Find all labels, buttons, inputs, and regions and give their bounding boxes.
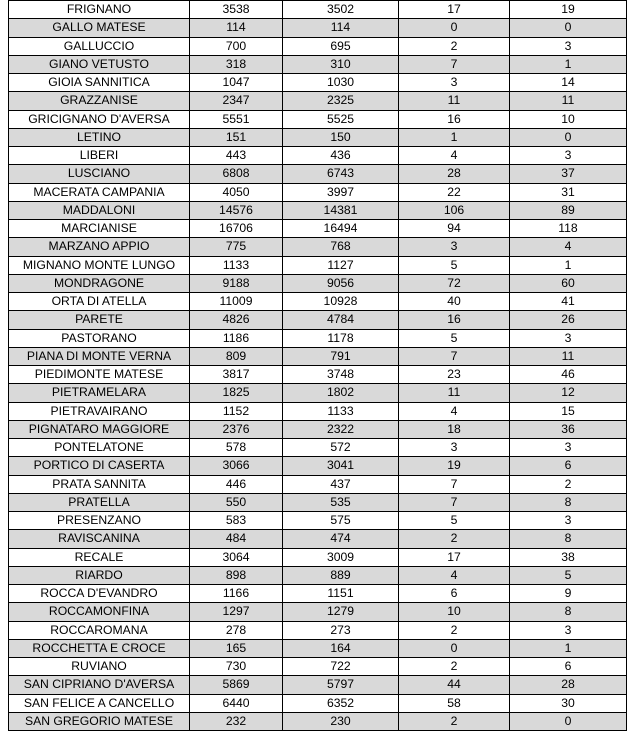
value-cell-2: 768 bbox=[283, 238, 399, 256]
value-cell-2: 273 bbox=[283, 621, 399, 639]
value-cell-1: 1152 bbox=[190, 402, 283, 420]
municipality-name-cell: GRAZZANISE bbox=[9, 92, 190, 110]
value-cell-2: 1127 bbox=[283, 256, 399, 274]
table-row bbox=[9, 274, 627, 292]
table-row bbox=[9, 439, 627, 457]
municipality-name-cell: GALLUCCIO bbox=[9, 37, 190, 55]
table-row bbox=[9, 384, 627, 402]
value-cell-2: 889 bbox=[283, 566, 399, 584]
table-row bbox=[9, 347, 627, 365]
value-cell-3: 58 bbox=[399, 694, 510, 712]
table-row bbox=[9, 55, 627, 73]
value-cell-1: 484 bbox=[190, 530, 283, 548]
table-row bbox=[9, 475, 627, 493]
municipality-name-cell: PIETRAMELARA bbox=[9, 384, 190, 402]
value-cell-4: 5 bbox=[510, 566, 627, 584]
municipality-name-cell: SAN CIPRIANO D'AVERSA bbox=[9, 676, 190, 694]
table-row bbox=[9, 165, 627, 183]
value-cell-3: 5 bbox=[399, 329, 510, 347]
value-cell-1: 4050 bbox=[190, 183, 283, 201]
municipality-name-cell: PIETRAVAIRANO bbox=[9, 402, 190, 420]
value-cell-4: 4 bbox=[510, 238, 627, 256]
value-cell-4: 15 bbox=[510, 402, 627, 420]
value-cell-1: 1825 bbox=[190, 384, 283, 402]
municipality-name-cell: ROCCA D'EVANDRO bbox=[9, 585, 190, 603]
municipality-name-cell: PIANA DI MONTE VERNA bbox=[9, 347, 190, 365]
value-cell-4: 28 bbox=[510, 676, 627, 694]
value-cell-1: 318 bbox=[190, 55, 283, 73]
value-cell-1: 583 bbox=[190, 512, 283, 530]
table-row bbox=[9, 712, 627, 730]
table-row bbox=[9, 366, 627, 384]
value-cell-2: 114 bbox=[283, 19, 399, 37]
value-cell-2: 14381 bbox=[283, 201, 399, 219]
value-cell-2: 695 bbox=[283, 37, 399, 55]
municipality-name-cell: SAN GREGORIO MATESE bbox=[9, 712, 190, 730]
municipality-name-cell: MARCIANISE bbox=[9, 220, 190, 238]
table-row bbox=[9, 402, 627, 420]
value-cell-1: 6808 bbox=[190, 165, 283, 183]
table-row bbox=[9, 74, 627, 92]
value-cell-4: 3 bbox=[510, 621, 627, 639]
value-cell-1: 278 bbox=[190, 621, 283, 639]
value-cell-3: 106 bbox=[399, 201, 510, 219]
table-row bbox=[9, 548, 627, 566]
value-cell-2: 9056 bbox=[283, 274, 399, 292]
value-cell-3: 2 bbox=[399, 712, 510, 730]
table-row bbox=[9, 201, 627, 219]
value-cell-3: 2 bbox=[399, 37, 510, 55]
municipality-name-cell: GALLO MATESE bbox=[9, 19, 190, 37]
value-cell-4: 9 bbox=[510, 585, 627, 603]
value-cell-1: 6440 bbox=[190, 694, 283, 712]
value-cell-3: 22 bbox=[399, 183, 510, 201]
value-cell-4: 14 bbox=[510, 74, 627, 92]
value-cell-3: 72 bbox=[399, 274, 510, 292]
value-cell-1: 700 bbox=[190, 37, 283, 55]
table-row bbox=[9, 457, 627, 475]
value-cell-3: 11 bbox=[399, 92, 510, 110]
value-cell-2: 164 bbox=[283, 639, 399, 657]
value-cell-1: 809 bbox=[190, 347, 283, 365]
value-cell-2: 436 bbox=[283, 147, 399, 165]
table-row bbox=[9, 220, 627, 238]
table-row bbox=[9, 493, 627, 511]
value-cell-3: 19 bbox=[399, 457, 510, 475]
value-cell-4: 0 bbox=[510, 712, 627, 730]
table-row bbox=[9, 1, 627, 19]
value-cell-1: 578 bbox=[190, 439, 283, 457]
table-row bbox=[9, 37, 627, 55]
value-cell-1: 151 bbox=[190, 128, 283, 146]
table-row bbox=[9, 110, 627, 128]
value-cell-2: 2325 bbox=[283, 92, 399, 110]
value-cell-4: 12 bbox=[510, 384, 627, 402]
value-cell-3: 1 bbox=[399, 128, 510, 146]
value-cell-3: 40 bbox=[399, 293, 510, 311]
value-cell-3: 4 bbox=[399, 566, 510, 584]
value-cell-2: 535 bbox=[283, 493, 399, 511]
value-cell-2: 1030 bbox=[283, 74, 399, 92]
municipality-name-cell: SAN FELICE A CANCELLO bbox=[9, 694, 190, 712]
municipality-name-cell: PONTELATONE bbox=[9, 439, 190, 457]
value-cell-1: 114 bbox=[190, 19, 283, 37]
value-cell-1: 1133 bbox=[190, 256, 283, 274]
value-cell-1: 5551 bbox=[190, 110, 283, 128]
value-cell-3: 11 bbox=[399, 384, 510, 402]
value-cell-1: 165 bbox=[190, 639, 283, 657]
value-cell-2: 3041 bbox=[283, 457, 399, 475]
value-cell-3: 7 bbox=[399, 493, 510, 511]
table-row bbox=[9, 585, 627, 603]
value-cell-4: 8 bbox=[510, 530, 627, 548]
value-cell-2: 4784 bbox=[283, 311, 399, 329]
value-cell-3: 17 bbox=[399, 548, 510, 566]
value-cell-3: 3 bbox=[399, 74, 510, 92]
value-cell-4: 41 bbox=[510, 293, 627, 311]
value-cell-2: 10928 bbox=[283, 293, 399, 311]
value-cell-3: 2 bbox=[399, 530, 510, 548]
value-cell-1: 11009 bbox=[190, 293, 283, 311]
value-cell-4: 0 bbox=[510, 19, 627, 37]
value-cell-4: 6 bbox=[510, 658, 627, 676]
value-cell-1: 1166 bbox=[190, 585, 283, 603]
value-cell-4: 11 bbox=[510, 347, 627, 365]
municipality-name-cell: RIARDO bbox=[9, 566, 190, 584]
value-cell-4: 3 bbox=[510, 37, 627, 55]
value-cell-3: 7 bbox=[399, 475, 510, 493]
value-cell-4: 8 bbox=[510, 603, 627, 621]
value-cell-2: 16494 bbox=[283, 220, 399, 238]
municipality-name-cell: RECALE bbox=[9, 548, 190, 566]
value-cell-3: 7 bbox=[399, 347, 510, 365]
value-cell-2: 5525 bbox=[283, 110, 399, 128]
value-cell-4: 3 bbox=[510, 439, 627, 457]
value-cell-3: 16 bbox=[399, 311, 510, 329]
table-row bbox=[9, 329, 627, 347]
table-row bbox=[9, 147, 627, 165]
value-cell-4: 3 bbox=[510, 147, 627, 165]
value-cell-3: 0 bbox=[399, 19, 510, 37]
value-cell-2: 722 bbox=[283, 658, 399, 676]
municipality-name-cell: RUVIANO bbox=[9, 658, 190, 676]
value-cell-2: 3009 bbox=[283, 548, 399, 566]
table-body bbox=[9, 1, 627, 731]
value-cell-1: 730 bbox=[190, 658, 283, 676]
value-cell-2: 6743 bbox=[283, 165, 399, 183]
value-cell-3: 16 bbox=[399, 110, 510, 128]
value-cell-3: 3 bbox=[399, 238, 510, 256]
value-cell-1: 16706 bbox=[190, 220, 283, 238]
value-cell-2: 3997 bbox=[283, 183, 399, 201]
table-row bbox=[9, 293, 627, 311]
value-cell-4: 26 bbox=[510, 311, 627, 329]
table-row bbox=[9, 530, 627, 548]
municipality-name-cell: ROCCAMONFINA bbox=[9, 603, 190, 621]
value-cell-2: 1178 bbox=[283, 329, 399, 347]
value-cell-1: 1297 bbox=[190, 603, 283, 621]
value-cell-2: 3502 bbox=[283, 1, 399, 19]
value-cell-4: 0 bbox=[510, 128, 627, 146]
value-cell-2: 2322 bbox=[283, 420, 399, 438]
value-cell-4: 19 bbox=[510, 1, 627, 19]
municipality-name-cell: PIGNATARO MAGGIORE bbox=[9, 420, 190, 438]
value-cell-4: 2 bbox=[510, 475, 627, 493]
table-row bbox=[9, 128, 627, 146]
municipality-name-cell: GIOIA SANNITICA bbox=[9, 74, 190, 92]
value-cell-2: 1151 bbox=[283, 585, 399, 603]
value-cell-4: 60 bbox=[510, 274, 627, 292]
value-cell-4: 30 bbox=[510, 694, 627, 712]
value-cell-1: 3064 bbox=[190, 548, 283, 566]
value-cell-2: 575 bbox=[283, 512, 399, 530]
value-cell-1: 443 bbox=[190, 147, 283, 165]
municipality-name-cell: MONDRAGONE bbox=[9, 274, 190, 292]
value-cell-1: 232 bbox=[190, 712, 283, 730]
value-cell-2: 791 bbox=[283, 347, 399, 365]
value-cell-4: 118 bbox=[510, 220, 627, 238]
table-row bbox=[9, 676, 627, 694]
value-cell-1: 1047 bbox=[190, 74, 283, 92]
municipality-name-cell: ROCCHETTA E CROCE bbox=[9, 639, 190, 657]
municipality-name-cell: LETINO bbox=[9, 128, 190, 146]
value-cell-3: 4 bbox=[399, 147, 510, 165]
table-row bbox=[9, 92, 627, 110]
value-cell-2: 6352 bbox=[283, 694, 399, 712]
value-cell-2: 1279 bbox=[283, 603, 399, 621]
value-cell-2: 310 bbox=[283, 55, 399, 73]
value-cell-1: 9188 bbox=[190, 274, 283, 292]
value-cell-4: 1 bbox=[510, 639, 627, 657]
value-cell-2: 1133 bbox=[283, 402, 399, 420]
municipality-name-cell: ORTA DI ATELLA bbox=[9, 293, 190, 311]
value-cell-2: 437 bbox=[283, 475, 399, 493]
value-cell-4: 31 bbox=[510, 183, 627, 201]
value-cell-1: 898 bbox=[190, 566, 283, 584]
value-cell-4: 3 bbox=[510, 329, 627, 347]
value-cell-3: 3 bbox=[399, 439, 510, 457]
value-cell-4: 8 bbox=[510, 493, 627, 511]
municipality-name-cell: MADDALONI bbox=[9, 201, 190, 219]
table-row bbox=[9, 694, 627, 712]
value-cell-3: 18 bbox=[399, 420, 510, 438]
value-cell-3: 23 bbox=[399, 366, 510, 384]
value-cell-1: 775 bbox=[190, 238, 283, 256]
table-row bbox=[9, 639, 627, 657]
value-cell-4: 11 bbox=[510, 92, 627, 110]
table-row bbox=[9, 512, 627, 530]
value-cell-3: 5 bbox=[399, 256, 510, 274]
value-cell-4: 38 bbox=[510, 548, 627, 566]
table-row bbox=[9, 311, 627, 329]
table-row bbox=[9, 658, 627, 676]
value-cell-1: 550 bbox=[190, 493, 283, 511]
municipality-name-cell: GRICIGNANO D'AVERSA bbox=[9, 110, 190, 128]
municipality-table bbox=[8, 0, 627, 731]
municipality-name-cell: PIEDIMONTE MATESE bbox=[9, 366, 190, 384]
value-cell-1: 14576 bbox=[190, 201, 283, 219]
value-cell-3: 2 bbox=[399, 621, 510, 639]
municipality-name-cell: GIANO VETUSTO bbox=[9, 55, 190, 73]
value-cell-2: 230 bbox=[283, 712, 399, 730]
municipality-name-cell: PRATA SANNITA bbox=[9, 475, 190, 493]
value-cell-1: 4826 bbox=[190, 311, 283, 329]
value-cell-3: 2 bbox=[399, 658, 510, 676]
municipality-name-cell: PARETE bbox=[9, 311, 190, 329]
value-cell-1: 2376 bbox=[190, 420, 283, 438]
table-row bbox=[9, 420, 627, 438]
municipality-name-cell: LIBERI bbox=[9, 147, 190, 165]
table-row bbox=[9, 256, 627, 274]
table-row bbox=[9, 603, 627, 621]
municipality-name-cell: MIGNANO MONTE LUNGO bbox=[9, 256, 190, 274]
table-row bbox=[9, 183, 627, 201]
value-cell-3: 10 bbox=[399, 603, 510, 621]
value-cell-3: 7 bbox=[399, 55, 510, 73]
municipality-name-cell: FRIGNANO bbox=[9, 1, 190, 19]
value-cell-1: 1186 bbox=[190, 329, 283, 347]
municipality-name-cell: ROCCAROMANA bbox=[9, 621, 190, 639]
municipality-name-cell: PRESENZANO bbox=[9, 512, 190, 530]
value-cell-3: 44 bbox=[399, 676, 510, 694]
value-cell-2: 474 bbox=[283, 530, 399, 548]
value-cell-2: 5797 bbox=[283, 676, 399, 694]
value-cell-2: 3748 bbox=[283, 366, 399, 384]
municipality-name-cell: MACERATA CAMPANIA bbox=[9, 183, 190, 201]
value-cell-2: 150 bbox=[283, 128, 399, 146]
value-cell-3: 17 bbox=[399, 1, 510, 19]
municipality-name-cell: PRATELLA bbox=[9, 493, 190, 511]
value-cell-1: 3538 bbox=[190, 1, 283, 19]
municipality-name-cell: RAVISCANINA bbox=[9, 530, 190, 548]
municipality-name-cell: PORTICO DI CASERTA bbox=[9, 457, 190, 475]
value-cell-2: 572 bbox=[283, 439, 399, 457]
value-cell-1: 2347 bbox=[190, 92, 283, 110]
value-cell-1: 5869 bbox=[190, 676, 283, 694]
municipality-name-cell: PASTORANO bbox=[9, 329, 190, 347]
value-cell-3: 6 bbox=[399, 585, 510, 603]
value-cell-3: 28 bbox=[399, 165, 510, 183]
value-cell-4: 10 bbox=[510, 110, 627, 128]
value-cell-3: 94 bbox=[399, 220, 510, 238]
value-cell-4: 46 bbox=[510, 366, 627, 384]
municipality-name-cell: MARZANO APPIO bbox=[9, 238, 190, 256]
value-cell-4: 37 bbox=[510, 165, 627, 183]
value-cell-4: 6 bbox=[510, 457, 627, 475]
value-cell-4: 1 bbox=[510, 256, 627, 274]
value-cell-1: 3817 bbox=[190, 366, 283, 384]
value-cell-3: 5 bbox=[399, 512, 510, 530]
value-cell-1: 446 bbox=[190, 475, 283, 493]
table-row bbox=[9, 238, 627, 256]
table-row bbox=[9, 621, 627, 639]
municipality-name-cell: LUSCIANO bbox=[9, 165, 190, 183]
value-cell-4: 1 bbox=[510, 55, 627, 73]
value-cell-3: 0 bbox=[399, 639, 510, 657]
table-row bbox=[9, 19, 627, 37]
value-cell-1: 3066 bbox=[190, 457, 283, 475]
value-cell-3: 4 bbox=[399, 402, 510, 420]
value-cell-2: 1802 bbox=[283, 384, 399, 402]
value-cell-4: 3 bbox=[510, 512, 627, 530]
value-cell-4: 36 bbox=[510, 420, 627, 438]
table-row bbox=[9, 566, 627, 584]
value-cell-4: 89 bbox=[510, 201, 627, 219]
